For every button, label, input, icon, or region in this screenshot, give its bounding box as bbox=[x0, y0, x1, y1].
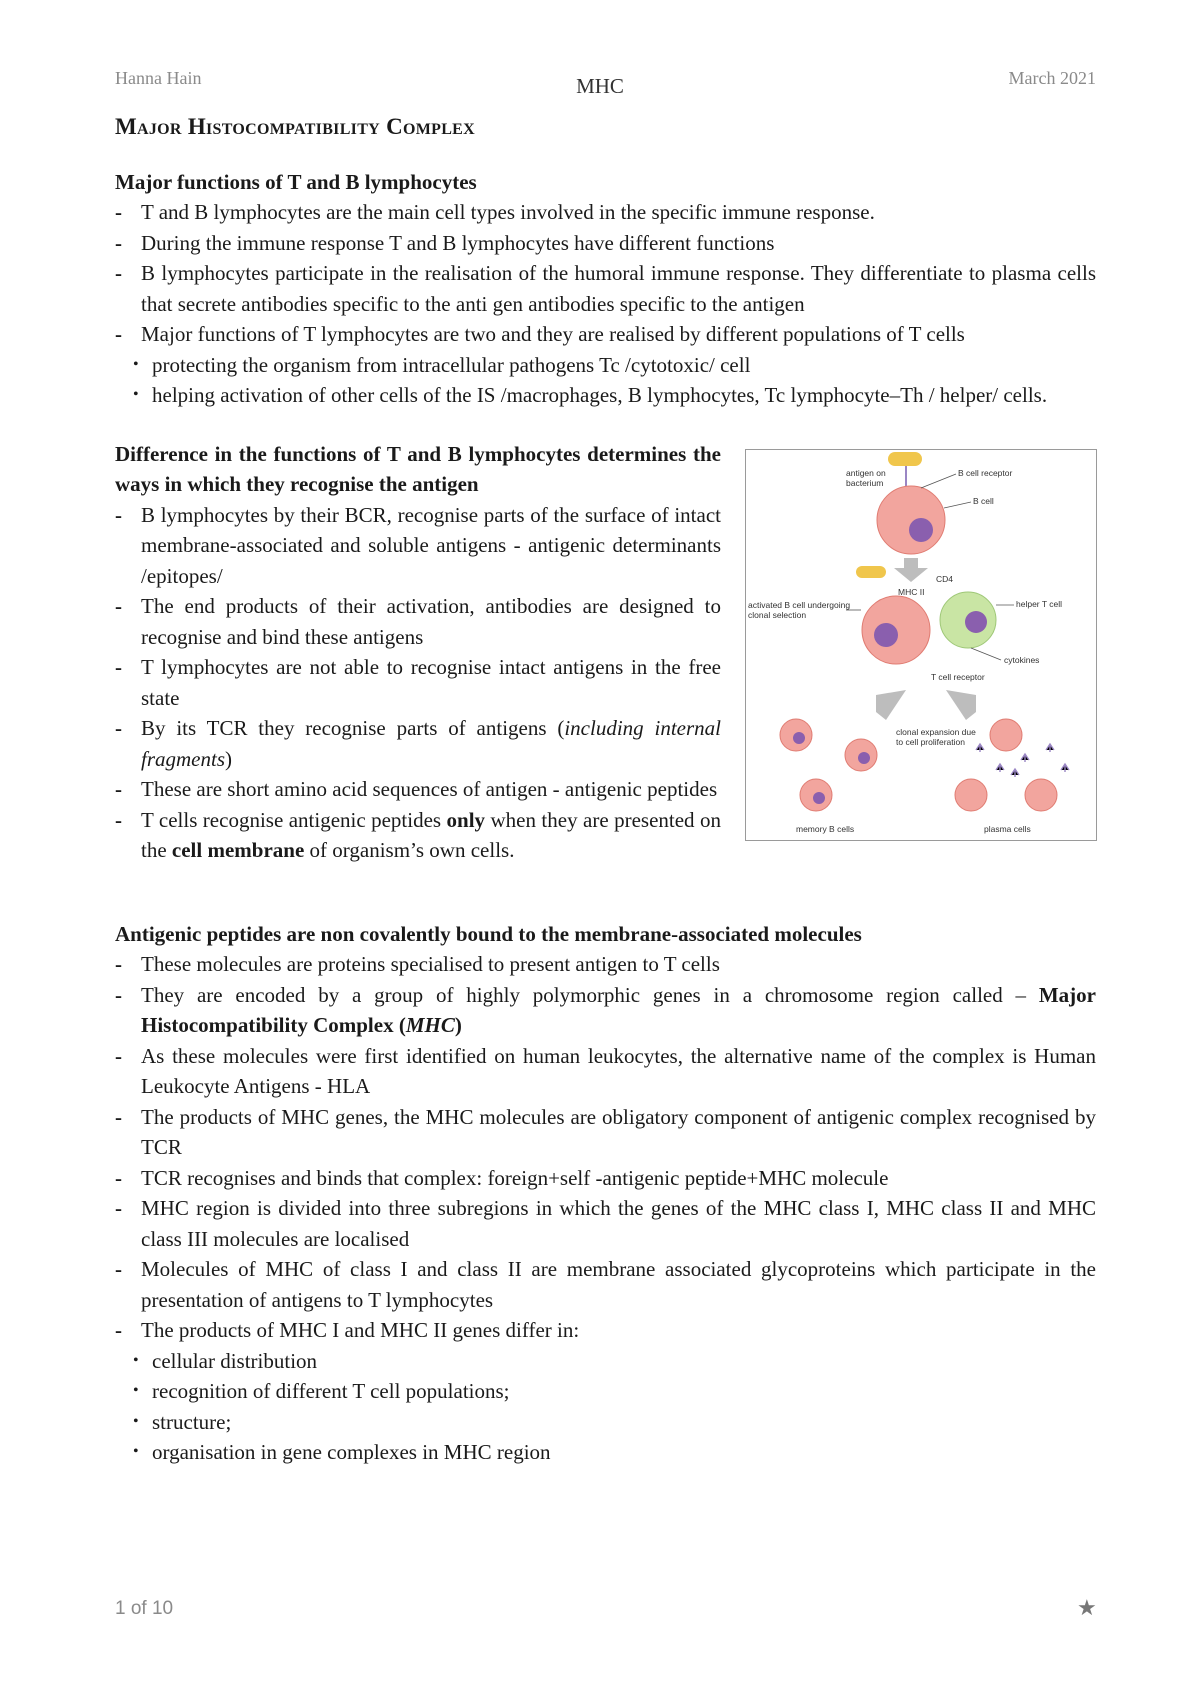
text-run: T cells recognise antigenic peptides bbox=[141, 807, 447, 832]
list-item: - These are short amino acid sequences of antigen - antigenic peptides bbox=[115, 774, 721, 805]
bullet-list bbox=[115, 197, 1096, 350]
list-item: - T and B lymphocytes are the main cell types involved in the specific immune response. bbox=[115, 197, 1096, 228]
b-cell-nucleus-shape bbox=[909, 518, 933, 542]
section-heading: Antigenic peptides are non covalently bound to the membrane-associated molecules bbox=[115, 921, 862, 946]
bold-text: only bbox=[446, 807, 486, 832]
list-item: - MHC region is divided into three subregions in which the genes of the MHC class I, MHC class II and MHC class III molecules are localised bbox=[115, 1193, 1096, 1254]
header-date: March 2021 bbox=[1008, 68, 1096, 88]
plasma-cell-shape bbox=[955, 779, 987, 811]
section-heading: Difference in the functions of T and B lymphocytes determines the ways in which they recognise the antigen bbox=[115, 441, 721, 496]
plasma-cell-shape bbox=[1025, 779, 1057, 811]
pointer-line bbox=[944, 502, 971, 508]
figure-illustration bbox=[746, 450, 1096, 840]
down-arrow-shape bbox=[894, 558, 928, 582]
label-mhc2: MHC II bbox=[898, 586, 925, 597]
antigen-shape bbox=[856, 566, 886, 578]
sub-bullet-list bbox=[115, 1346, 1096, 1468]
antibody-marks bbox=[976, 744, 1069, 777]
label-cd4: CD4 bbox=[936, 573, 954, 584]
b-cell-activation-figure bbox=[745, 449, 1097, 841]
list-item: - These molecules are proteins specialised to present antigen to T cells bbox=[115, 949, 1096, 980]
label-activated-2: clonal selection bbox=[748, 609, 807, 620]
list-item: - The end products of their activation, antibodies are designed to recognise and bind these antigens bbox=[115, 591, 721, 652]
list-item: - B lymphocytes by their BCR, recognise parts of the surface of intact membrane-associated and soluble antigens - antigenic determinants /epitopes/ bbox=[115, 500, 721, 592]
list-item bbox=[115, 980, 1096, 1041]
right-arrow-shape bbox=[946, 690, 976, 720]
list-item: - Major functions of T lymphocytes are two and they are realised by different populations of T cells bbox=[115, 319, 1096, 350]
section-antigenic-peptides bbox=[115, 919, 1096, 1468]
text-run: ) bbox=[225, 746, 232, 771]
label-tcr: T cell receptor bbox=[931, 671, 985, 682]
label-clonal-2: to cell proliferation bbox=[896, 736, 965, 747]
sub-list-item: • recognition of different T cell populations; bbox=[115, 1376, 1096, 1407]
plasma-cell-shape bbox=[990, 719, 1022, 751]
label-b-cell: B cell bbox=[973, 495, 994, 506]
list-item bbox=[115, 805, 721, 866]
helper-t-cell-nucleus-shape bbox=[965, 611, 987, 633]
left-arrow-shape bbox=[876, 690, 906, 720]
sub-list-item: • protecting the organism from intracellular pathogens Tc /cytotoxic/ cell bbox=[115, 350, 1096, 381]
sub-list-item: • helping activation of other cells of the IS /macrophages, B lymphocytes, Tc lymphocyte–Th / helper/ cells. bbox=[115, 380, 1096, 411]
list-item: - The products of MHC genes, the MHC molecules are obligatory component of antigenic complex recognised by TCR bbox=[115, 1102, 1096, 1163]
label-b-cell-receptor: B cell receptor bbox=[958, 467, 1013, 478]
list-item: - Molecules of MHC of class I and class II are membrane associated glycoproteins which participate in the presentation of antigens to T lymphocytes bbox=[115, 1254, 1096, 1315]
sub-bullet-list bbox=[115, 350, 1096, 411]
sub-list-item: • structure; bbox=[115, 1407, 1096, 1438]
text-run: Major Histocompatibility Complex ( bbox=[141, 982, 1096, 1037]
label-helper-t-cell: helper T cell bbox=[1016, 598, 1062, 609]
b-cell-shape bbox=[877, 486, 945, 554]
text-run: when they are presented on the bbox=[141, 807, 721, 862]
list-item: - B lymphocytes participate in the realisation of the humoral immune response. They differentiate to plasma cells that secrete antibodies specific to the anti gen antibodies specific to the antigen bbox=[115, 258, 1096, 319]
memory-b-cell-nucleus-shape bbox=[858, 752, 870, 764]
label-memory-b-cells: memory B cells bbox=[796, 823, 855, 834]
section-text-column bbox=[115, 439, 721, 866]
sub-list-item: • cellular distribution bbox=[115, 1346, 1096, 1377]
pointer-line bbox=[921, 474, 956, 488]
bacterium-shape bbox=[888, 452, 922, 466]
list-item: - As these molecules were first identified on human leukocytes, the alternative name of the complex is Human Leukocyte Antigens - HLA bbox=[115, 1041, 1096, 1102]
text-run: ) bbox=[454, 1013, 462, 1037]
list-item: - The products of MHC I and MHC II genes differ in: bbox=[115, 1315, 1096, 1346]
sub-list-item: • organisation in gene complexes in MHC region bbox=[115, 1437, 1096, 1468]
page-number: 1 of 10 bbox=[115, 1598, 174, 1619]
bold-text: cell membrane bbox=[171, 838, 305, 862]
pointer-line bbox=[971, 648, 1001, 660]
emphasis-text: including internal fragments bbox=[141, 716, 721, 771]
header-topic: MHC bbox=[576, 74, 624, 98]
star-icon[interactable]: ★ bbox=[1077, 1596, 1097, 1621]
label-activated-1: activated B cell undergoing bbox=[748, 599, 851, 610]
text-run: By its TCR they recognise parts of antigens ( bbox=[141, 716, 565, 740]
list-item: - During the immune response T and B lymphocytes have different functions bbox=[115, 228, 1096, 259]
memory-b-cell-nucleus-shape bbox=[793, 732, 805, 744]
bullet-list bbox=[115, 500, 721, 866]
list-item bbox=[115, 713, 721, 774]
label-bacterium: bacterium bbox=[846, 477, 884, 488]
section-heading: Major functions of T and B lymphocytes bbox=[115, 169, 477, 194]
list-item: - TCR recognises and binds that complex: foreign+self -antigenic peptide+MHC molecule bbox=[115, 1163, 1096, 1194]
bullet-list bbox=[115, 949, 1096, 1346]
section-recognition bbox=[115, 439, 1096, 891]
text-run: of organism’s own cells. bbox=[304, 838, 515, 862]
document-content bbox=[115, 112, 1096, 1496]
text-run: They are encoded by a group of highly polymorphic genes in a chromosome region called – bbox=[141, 982, 1039, 1007]
label-plasma-cells: plasma cells bbox=[984, 823, 1031, 834]
activated-b-cell-nucleus-shape bbox=[874, 623, 898, 647]
header-author: Hanna Hain bbox=[115, 68, 202, 88]
label-cytokines: cytokines bbox=[1004, 654, 1040, 665]
section-functions bbox=[115, 167, 1096, 411]
label-antigen: antigen on bbox=[846, 467, 886, 478]
label-clonal-1: clonal expansion due bbox=[896, 726, 976, 737]
list-item: - T lymphocytes are not able to recognise intact antigens in the free state bbox=[115, 652, 721, 713]
memory-b-cell-nucleus-shape bbox=[813, 792, 825, 804]
document-title: Major Histocompatibility Complex bbox=[115, 114, 476, 139]
emphasis-text: MHC bbox=[405, 1013, 455, 1037]
